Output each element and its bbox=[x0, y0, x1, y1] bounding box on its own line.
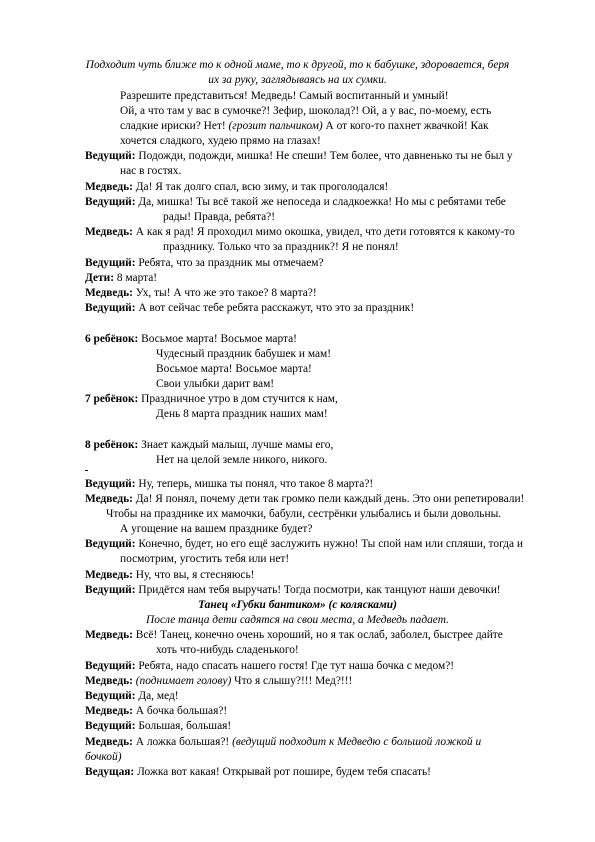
speech-continuation: Чтобы на празднике их мамочки, бабули, сестрёнки улыбались и были довольны. bbox=[106, 508, 502, 520]
speech-row: Ведущий: А вот сейчас тебе ребята расскажут, что это за праздник! bbox=[85, 302, 415, 314]
speaker-label: Ведущий: bbox=[85, 257, 136, 269]
stage-direction: их за руку, заглядываясь на их сумки. bbox=[208, 74, 387, 86]
speaker-label: 7 ребёнок: bbox=[85, 393, 139, 405]
speech-row: Медведь: А как я рад! Я проходил мимо окошка, увидел, что дети готовятся к какому-то bbox=[85, 226, 515, 238]
speech-continuation: хоть что-нибудь сладенького! bbox=[156, 644, 299, 656]
speech-row: Ведущий: Ребята, что за праздник мы отмечаем? bbox=[85, 257, 324, 269]
remark: (грозит пальчиком) bbox=[228, 120, 323, 132]
speech-row: Дети: 8 марта! bbox=[85, 272, 158, 284]
speaker-label: Ведущий: bbox=[85, 150, 136, 162]
speech-row: Медведь: А ложка большая?! (ведущий подходит к Медведю с большой ложкой и bbox=[85, 736, 482, 748]
speech-continuation: нас в гостях. bbox=[120, 165, 182, 177]
poem-line: День 8 марта праздник наших мам! bbox=[156, 408, 328, 420]
speech-row: Медведь: Всё! Танец, конечно очень хороший, но я так ослаб, заболел, быстрее дайте bbox=[85, 629, 503, 641]
dialogue-line: Ой, а что там у вас в сумочке?! Зефир, шоколад?! Ой, а у вас, по-моему, есть bbox=[120, 105, 492, 117]
speaker-label: Ведущий: bbox=[85, 660, 136, 672]
speaker-label: 6 ребёнок: bbox=[85, 333, 139, 345]
stage-direction: После танца дети садятся на свои места, а Медведь падает. bbox=[146, 614, 449, 626]
speech-row: 8 ребёнок: Знает каждый малыш, лучше мамы его, bbox=[85, 439, 334, 451]
poem-line: Восьмое марта! Восьмое марта! bbox=[156, 363, 312, 375]
remark: (ведущий подходит к Медведю с большой ложкой и bbox=[232, 736, 482, 748]
remark: (поднимает голову) bbox=[135, 675, 232, 687]
poem-line: Нет на целой земле никого, никого. bbox=[156, 454, 328, 466]
speech-row: Ведущий: Большая, большая! bbox=[85, 720, 232, 732]
speech-row: Ведущий: Придётся нам тебя выручать! Тогда посмотри, как танцуют наши девочки! bbox=[85, 584, 501, 596]
paragraph-mark bbox=[85, 470, 88, 471]
speaker-label: Ведущий: bbox=[85, 720, 136, 732]
stage-direction: Подходит чуть ближе то к одной маме, то к другой, то к бабушке, здоровается, беря bbox=[85, 59, 510, 71]
speaker-label: Медведь: bbox=[85, 569, 133, 581]
speech-row: Медведь: А бочка большая?! bbox=[85, 705, 228, 717]
dialogue-line: Разрешите представиться! Медведь! Самый воспитанный и умный! bbox=[120, 90, 449, 102]
speech-row: Медведь: Ух, ты! А что же это такое? 8 марта?! bbox=[85, 287, 317, 299]
remark: бочкой) bbox=[85, 751, 122, 763]
speaker-label: Ведущий: bbox=[85, 690, 136, 702]
poem-line: Чудесный праздник бабушек и мам! bbox=[156, 348, 332, 360]
speaker-label: Ведущий: bbox=[85, 478, 136, 490]
speech-row: Ведущая: Ложка вот какая! Открывай рот пошире, будем тебя спасать! bbox=[85, 766, 431, 778]
speaker-label: Ведущий: bbox=[85, 302, 136, 314]
speaker-label: Ведущая: bbox=[85, 766, 135, 778]
speech-row: Медведь: Да! Я понял, почему дети так громко пели каждый день. Это они репетировали! bbox=[85, 493, 525, 505]
speaker-label: Медведь: bbox=[85, 287, 133, 299]
speech-row: Медведь: Ну, что вы, я стесняюсь! bbox=[85, 569, 255, 581]
speaker-label: Ведущий: bbox=[85, 584, 136, 596]
speaker-label: 8 ребёнок: bbox=[85, 439, 139, 451]
speech-row: Медведь: (поднимает голову) Что я слышу?!!! Мед?!!! bbox=[85, 675, 353, 687]
speaker-label: Медведь: bbox=[85, 675, 133, 687]
speech-row: Ведущий: Да, мед! bbox=[85, 690, 179, 702]
speech-continuation: А угощение на вашем празднике будет? bbox=[120, 523, 313, 535]
speaker-label: Медведь: bbox=[85, 493, 133, 505]
speaker-label: Медведь: bbox=[85, 629, 133, 641]
section-title: Танец «Губки бантиком» (с колясками) bbox=[198, 599, 397, 611]
speaker-label: Ведущий: bbox=[85, 538, 136, 550]
speaker-label: Ведущий: bbox=[85, 196, 136, 208]
speech-row: Ведущий: Ну, теперь, мишка ты понял, что такое 8 марта?! bbox=[85, 478, 374, 490]
speech-row: 6 ребёнок: Восьмое марта! Восьмое марта! bbox=[85, 333, 297, 345]
speech-continuation: рады! Правда, ребята?! bbox=[163, 211, 275, 223]
dialogue-line: сладкие ириски? Нет! (грозит пальчиком) А от кого-то пахнет жвачкой! Как bbox=[120, 120, 489, 132]
speech-row: Ведущий: Подожди, подожди, мишка! Не спеши! Тем более, что давненько ты не был у bbox=[85, 150, 513, 162]
speaker-label: Дети: bbox=[85, 272, 114, 284]
speech-continuation: празднику. Только что за праздник?! Я не понял! bbox=[163, 241, 399, 253]
speaker-label: Медведь: bbox=[85, 226, 133, 238]
dialogue-line: хочется сладкого, худею прямо на глазах! bbox=[120, 135, 321, 147]
speech-row: Ведущий: Да, мишка! Ты всё такой же непоседа и сладкоежка! Но мы с ребятами тебе bbox=[85, 196, 506, 208]
speech-row: Ведущий: Ребята, надо спасать нашего гостя! Где тут наша бочка с медом?! bbox=[85, 660, 455, 672]
speech-row: Медведь: Да! Я так долго спал, всю зиму, и так проголодался! bbox=[85, 181, 389, 193]
speaker-label: Медведь: bbox=[85, 705, 133, 717]
speech-row: 7 ребёнок: Праздничное утро в дом стучится к нам, bbox=[85, 393, 338, 405]
speaker-label: Медведь: bbox=[85, 181, 133, 193]
speech-row: Ведущий: Конечно, будет, но его ещё заслужить нужно! Ты спой нам или спляши, тогда и bbox=[85, 538, 523, 550]
poem-line: Свои улыбки дарит вам! bbox=[156, 378, 275, 390]
speech-continuation: посмотрим, угостить тебя или нет! bbox=[120, 553, 290, 565]
speaker-label: Медведь: bbox=[85, 736, 133, 748]
